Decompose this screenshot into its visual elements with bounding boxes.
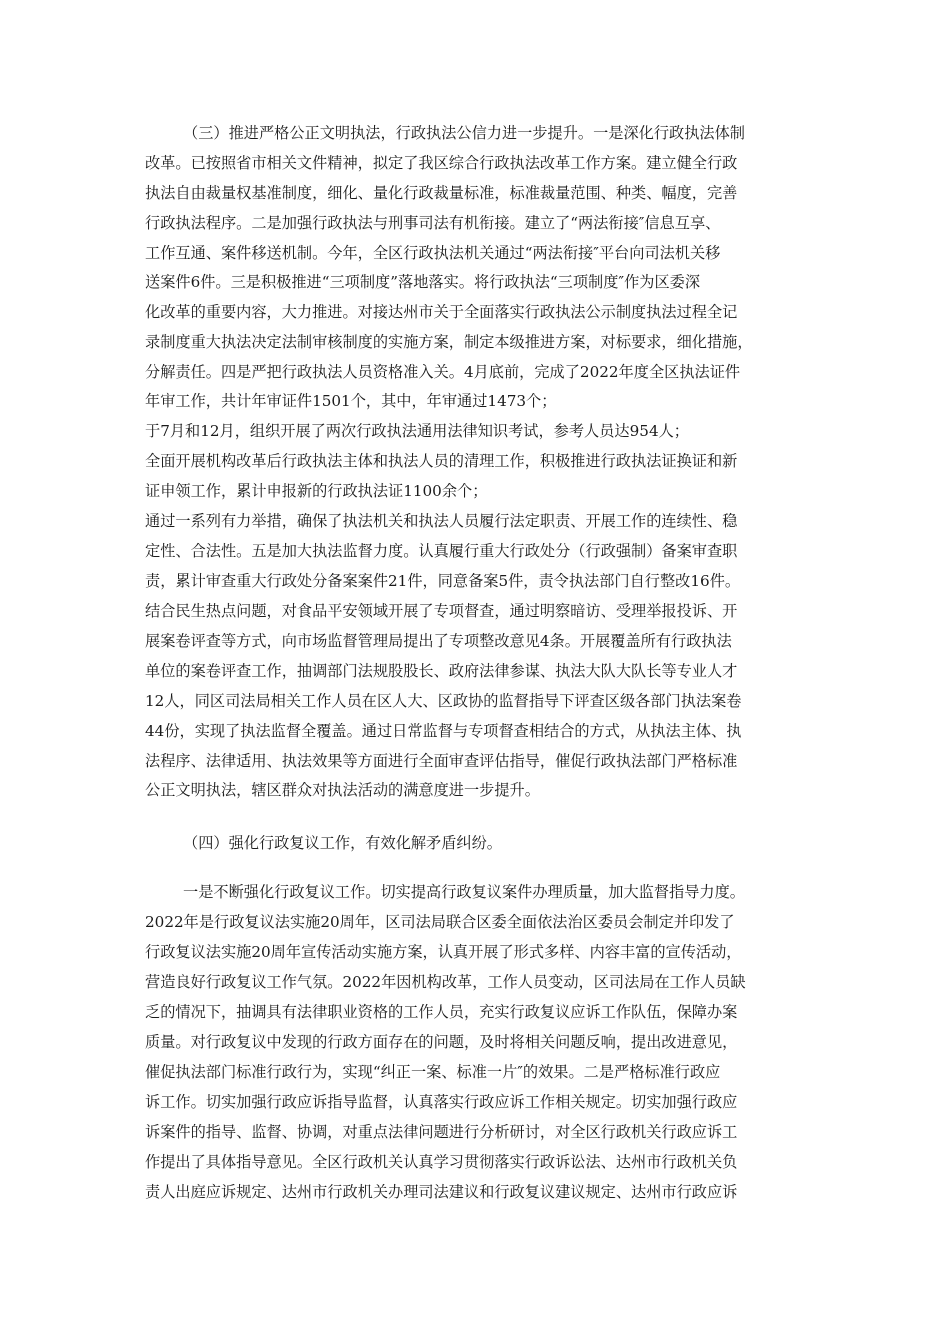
- section-3-line: 法程序、法律适用、执法效果等方面进行全面审查评估指导，催促行政执法部门严格标准: [145, 752, 738, 770]
- section-4-line: 责人出庭应诉规定、达州市行政机关办理司法建议和行政复议建议规定、达州市行政应诉: [145, 1183, 738, 1201]
- section-3-line: 改革。已按照省市相关文件精神，拟定了我区综合行政执法改革工作方案。建立健全行政: [145, 154, 738, 172]
- section-3-line: 结合民生热点问题，对食品平安领域开展了专项督查，通过明察暗访、受理举报投诉、开: [145, 602, 738, 620]
- section-3-line: 录制度重大执法决定法制审核制度的实施方案，制定本级推进方案，对标要求，细化措施，: [145, 333, 753, 351]
- section-4-line: 作提出了具体指导意见。全区行政机关认真学习贯彻落实行政诉讼法、达州市行政机关负: [145, 1153, 738, 1171]
- section-3-line: 12人，同区司法局相关工作人员在区人大、区政协的监督指导下评查区级各部门执法案卷: [145, 692, 742, 710]
- section-3-line: 全面开展机构改革后行政执法主体和执法人员的清理工作，积极推进行政执法证换证和新: [145, 452, 738, 470]
- section-3-line: 定性、合法性。五是加大执法监督力度。认真履行重大行政处分（行政强制）备案审查职: [145, 542, 738, 560]
- section-3-line: 通过一系列有力举措，确保了执法机关和执法人员履行法定职责、开展工作的连续性、稳: [145, 512, 738, 530]
- section-4-line: 诉案件的指导、监督、协调，对重点法律问题进行分析研讨，对全区行政机关行政应诉工: [145, 1123, 738, 1141]
- section-4-line: 一是不断强化行政复议工作。切实提高行政复议案件办理质量，加大监督指导力度。: [183, 883, 745, 901]
- section-4-line: 2022年是行政复议法实施20周年，区司法局联合区委全面依法治区委员会制定并印发了: [145, 913, 735, 931]
- section-4-line: 催促执法部门标准行政行为，实现“纠正一案、标准一片″的效果。二是严格标准行政应: [145, 1063, 721, 1081]
- section-3-line: 行政执法程序。二是加强行政执法与刑事司法有机衔接。建立了“两法衔接″信息互享、: [145, 214, 721, 232]
- section-3-line: 化改革的重要内容，大力推进。对接达州市关于全面落实行政执法公示制度执法过程全记: [145, 303, 738, 321]
- section-4-heading: （四）强化行政复议工作，有效化解矛盾纠纷。: [183, 834, 502, 852]
- section-3-line: 于7月和12月，组织开展了两次行政执法通用法律知识考试，参考人员达954人；: [145, 422, 689, 440]
- section-3-line: 展案卷评查等方式，向市场监督管理局提出了专项整改意见4条。开展覆盖所有行政执法: [145, 632, 732, 650]
- section-3-line: 责，累计审查重大行政处分备案案件21件，同意备案5件，责令执法部门自行整改16件。: [145, 572, 741, 590]
- section-3-line: 执法自由裁量权基准制度，细化、量化行政裁量标准，标准裁量范围、种类、幅度，完善: [145, 184, 738, 202]
- section-3-line: 工作互通、案件移送机制。今年，全区行政执法机关通过“两法衔接″平台向司法机关移: [145, 244, 721, 262]
- section-4-line: 行政复议法实施20周年宣传活动实施方案，认真开展了形式多样、内容丰富的宣传活动，: [145, 943, 742, 961]
- section-4-line: 营造良好行政复议工作气氛。2022年因机构改革，工作人员变动，区司法局在工作人员缺: [145, 973, 746, 991]
- section-3-line: 44份，实现了执法监督全覆盖。通过日常监督与专项督查相结合的方式，从执法主体、执: [145, 722, 742, 740]
- section-3-line: 公正文明执法，辖区群众对执法活动的满意度进一步提升。: [145, 781, 540, 799]
- section-4-line: 诉工作。切实加强行政应诉指导监督，认真落实行政应诉工作相关规定。切实加强行政应: [145, 1093, 738, 1111]
- section-3-line: 年审工作，共计年审证件1501个，其中，年审通过1473个；: [145, 392, 557, 410]
- section-3-line: 分解责任。四是严把行政执法人员资格准入关。4月底前，完成了2022年度全区执法证件: [145, 363, 741, 381]
- section-3-line: 单位的案卷评查工作，抽调部门法规股股长、政府法律参谋、执法大队大队长等专业人才: [145, 662, 738, 680]
- section-3-line: 证申领工作，累计申报新的行政执法证1100余个；: [145, 482, 488, 500]
- section-3-line: （三）推进严格公正文明执法，行政执法公信力进一步提升。一是深化行政执法体制: [183, 124, 745, 142]
- section-4-line: 乏的情况下，抽调具有法律职业资格的工作人员，充实行政复议应诉工作队伍，保障办案: [145, 1003, 738, 1021]
- section-3-line: 送案件6件。三是积极推进“三项制度”落地落实。将行政执法“三项制度″作为区委深: [145, 273, 701, 291]
- section-4-line: 质量。对行政复议中发现的行政方面存在的问题，及时将相关问题反响，提出改进意见，: [145, 1033, 738, 1051]
